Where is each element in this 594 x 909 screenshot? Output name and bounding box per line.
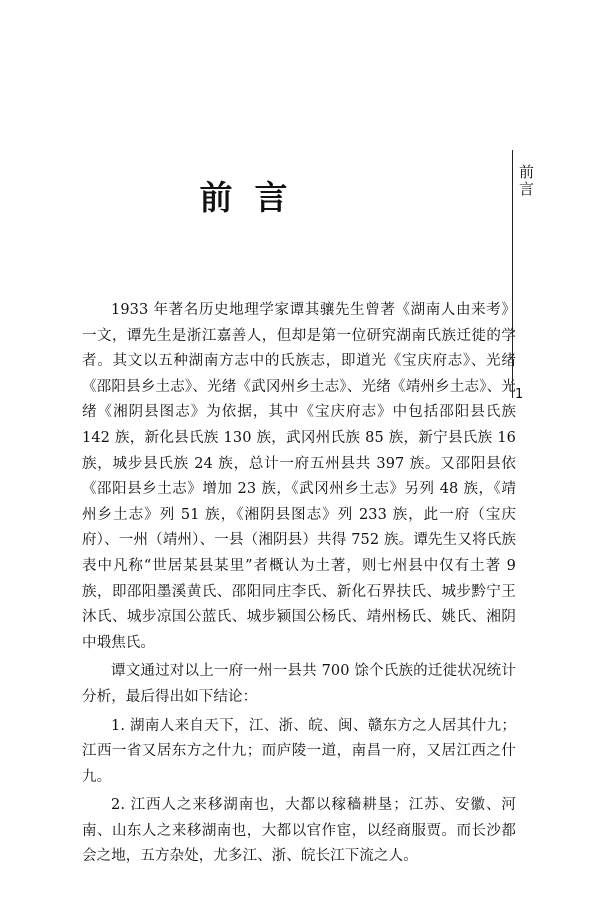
page-number: 1	[515, 387, 524, 402]
running-head: 前言	[517, 164, 535, 198]
body-text	[82, 298, 516, 873]
paragraph-intro: 1933 年著名历史地理学家谭其骧先生曾著《湖南人由来考》一文，谭先生是浙江嘉善人，但却是第一位研究湖南氏族迁徙的学者。其文以五种湖南方志中的氏族志，即道光《宝庆府志》、光绪《邵阳县乡土志》、光绪《武冈州乡土志》、光绪《靖州乡土志》、光绪《湘阴县图志》为依据，其中《宝庆府志》中包括邵阳县氏族 142 族，新化县氏族 130 族，武冈州氏族 85 族，新宁县氏族 16 族，城步县氏族 24 族，总计一府五州县共 397 族。又邵阳县依《邵阳县乡土志》增加 23 族，《武冈州乡土志》另列 48 族，《靖州乡土志》列 51 族，《湘阴县图志》列 233 族，此一府（宝庆府）、一州（靖州）、一县（湘阴县）共得 752 族。谭先生又将氏族表中凡称“世居某县某里”者概认为土著，则七州县中仅有土著 9 族，即邵阳墨溪黄氏、邵阳同庄李氏、新化石界扶氏、城步黔宁王沐氏、城步凉国公蓝氏、城步颍国公杨氏、靖州杨氏、姚氏、湘阴中塅焦氏。	[82, 302, 516, 651]
paragraph-conclusion-2: 2. 江西人之来移湖南也，大都以稼穑耕垦；江苏、安徽、河南、山东人之来移湖南也，大都以官作宦，以经商服贾。而长沙都会之地，五方杂处，尤多江、浙、皖长江下流之人。	[82, 797, 516, 865]
paragraph-summary: 谭文通过对以上一府一州一县共 700 馀个氏族的迁徙状况统计分析，最后得出如下结论：	[82, 663, 516, 705]
paragraph-conclusion-1: 1. 湖南人来自天下，江、浙、皖、闽、赣东方之人居其什九；江西一省又居东方之什九；而庐陵一道，南昌一府，又居江西之什九。	[82, 717, 516, 785]
page-title: 前言	[199, 178, 310, 218]
